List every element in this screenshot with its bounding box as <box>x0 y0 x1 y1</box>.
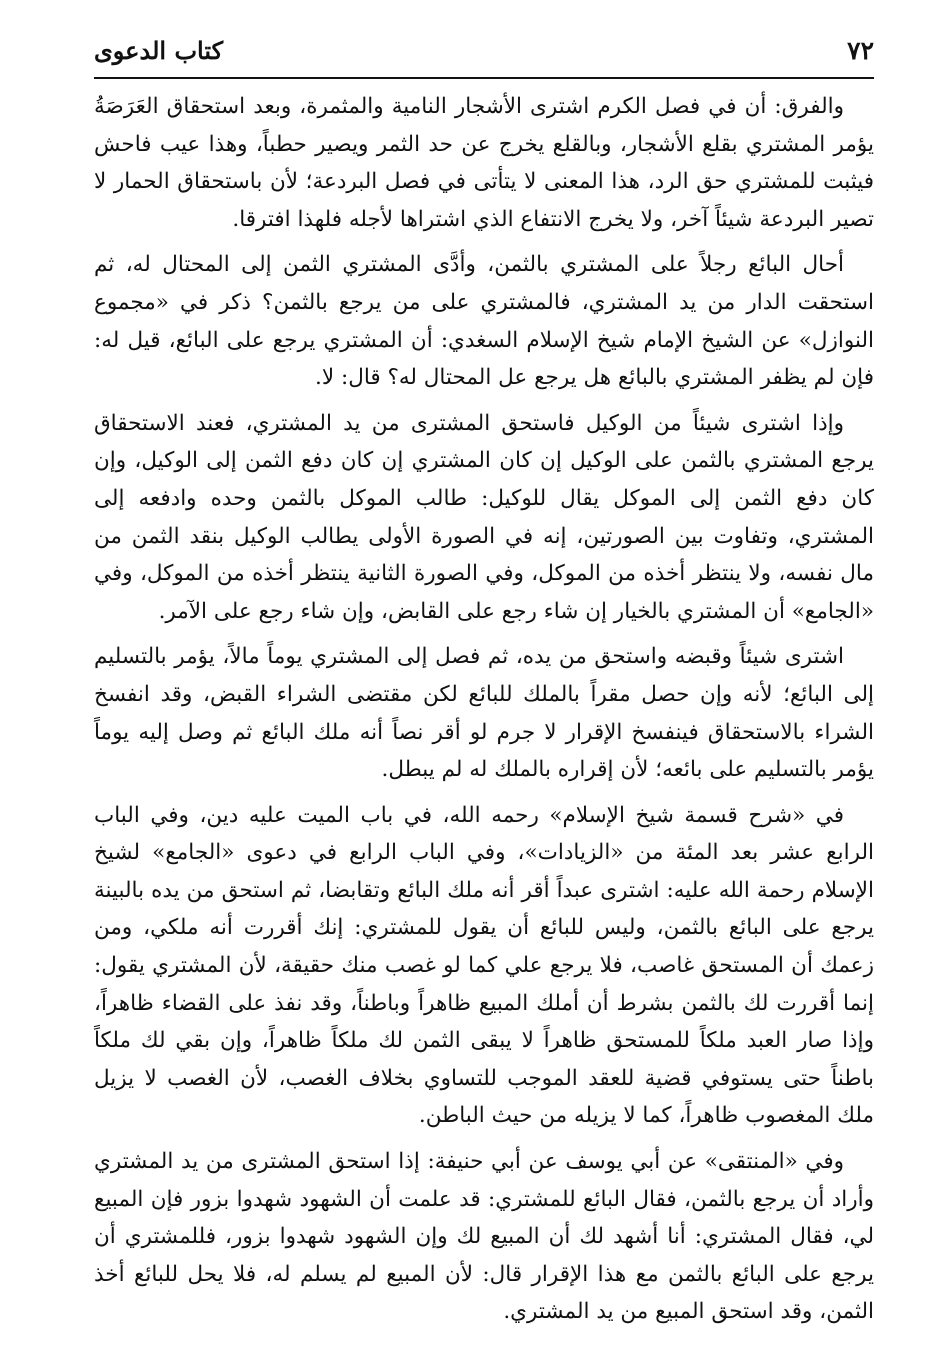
header-rule <box>94 77 874 79</box>
paragraph: والفرق: أن في فصل الكرم اشترى الأشجار النامية والمثمرة، وبعد استحقاق العَرَصَةُ يؤمر المشتري بقلع الأشجار، وبالقلع يخرج عن حد الثمر ويصير حطباً، وهذا عيب فاحش فيثبت للمشتري حق الرد، هذا المعنى لا يتأتى في فصل البردعة؛ لأن باستحقاق الحمار لا تصير البردعة شيئاً آخر، ولا يخرج الانتفاع الذي اشتراها لأجله فلهذا افترقا. <box>94 94 874 232</box>
paragraph: في «شرح قسمة شيخ الإسلام» رحمه الله، في باب الميت عليه دين، وفي الباب الرابع عشر بعد المئة من «الزيادات»، وفي الباب الرابع في دعوى «الجامع» لشيخ الإسلام رحمة الله عليه: اشترى عبداً أقر أنه ملك البائع وتقابضا، ثم استحق من يده بالبينة يرجع على البائع بالثمن، وليس للبائع أن يقول للمشتري: إنك أقررت أنه ملكي، ومن زعمك أن المستحق غاصب، فلا يرجع علي كما لو غصب منك حقيقة، لأن المشتري يقول: إنما أقررت لك بالثمن بشرط أن أملك المبيع ظاهراً وباطناً، وقد نفذ على القضاء ظاهراً، وإذا صار العبد ملكاً للمستحق ظاهراً لا يبقى الثمن لك ملكاً ظاهراً، وإن بقي لك ملكاً باطناً حتى يستوفي قضية للعقد الموجب للتساوي بخلاف الغصب، لأن الغصب لا يزيل ملك المغصوب ظاهراً، كما لا يزيله من حيث الباطن. <box>94 802 874 1129</box>
running-title: كتاب الدعوى <box>94 36 224 65</box>
paragraph: وإذا اشترى شيئاً من الوكيل فاستحق المشترى من يد المشتري، فعند الاستحقاق يرجع المشتري بالثمن على الوكيل إن كان المشتري إن كان دفع الثمن إلى الوكيل، وإن كان دفع الثمن إلى الموكل يقال للوكيل: طالب الموكل بالثمن وحده وادفعه إلى المشتري، وتفاوت بين الصورتين، إنه في الصورة الأولى يطالب الوكيل بنقد الثمن من مال نفسه، ولا ينتظر أخذه من الموكل، وفي الصورة الثانية ينتظر أخذه من الموكل، وفي «الجامع» أن المشتري بالخيار إن شاء رجع على القابض، وإن شاء رجع على الآمر. <box>94 410 874 624</box>
paragraph: وفي «المنتقى» عن أبي يوسف عن أبي حنيفة: إذا استحق المشترى من يد المشتري وأراد أن يرجع بالثمن، فقال البائع للمشتري: قد علمت أن الشهود شهدوا بزور فإن المبيع لي، فقال المشتري: أنا أشهد لك أن المبيع لك وإن الشهود شهدوا بزور، فللمشتري أن يرجع على البائع بالثمن مع هذا الإقرار قال: لأن المبيع لم يسلم له، فلا يحل للبائع أخذ الثمن، وقد استحق المبيع من يد المشتري. <box>94 1149 874 1325</box>
body-text <box>94 88 874 1339</box>
paragraph: اشترى شيئاً وقبضه واستحق من يده، ثم فصل إلى المشتري يوماً مالاً، يؤمر بالتسليم إلى البائع؛ لأنه وإن حصل مقراً بالملك للبائع لكن مقتضى الشراء القبض، وقد انفسخ الشراء بالاستحقاق فينفسخ الإقرار لا جرم لو أقر نصاً أنه ملك البائع ثم وصل إليه يوماً يؤمر بالتسليم على بائعه؛ لأن إقراره بالملك له لم يبطل. <box>94 644 874 783</box>
page-header <box>94 30 874 74</box>
page-number: ٧٢ <box>847 36 874 65</box>
paragraph: أحال البائع رجلاً على المشتري بالثمن، وأدَّى المشتري الثمن إلى المحتال له، ثم استحقت الدار من يد المشتري، فالمشتري على من يرجع بالثمن؟ ذكر في «مجموع النوازل» عن الشيخ الإمام شيخ الإسلام السغدي: أن المشتري يرجع على البائع، قيل له: فإن لم يظفر المشتري بالبائع هل يرجع عل المحتال له؟ قال: لا. <box>94 252 874 391</box>
